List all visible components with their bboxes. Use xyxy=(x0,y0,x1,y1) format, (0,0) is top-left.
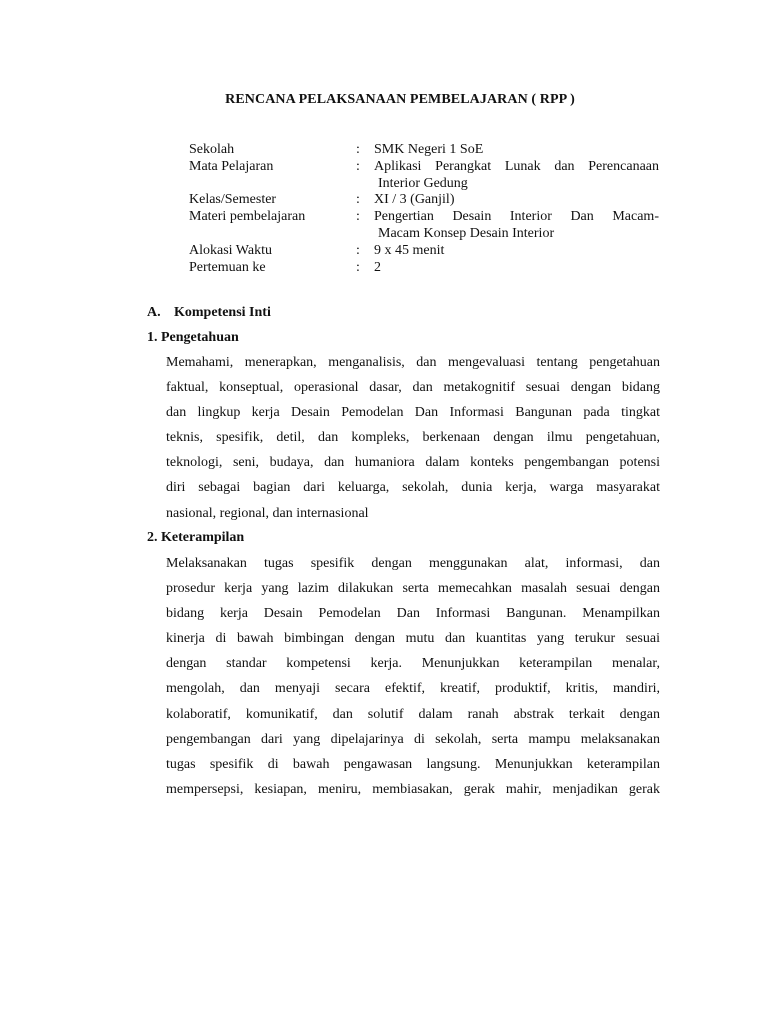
subheading-keterampilan: 2. Keterampilan xyxy=(147,530,245,545)
subheading-pengetahuan: 1. Pengetahuan xyxy=(147,330,239,345)
paragraph-line: bidang kerja Desain Pemodelan Dan Informasi Bangunan. Menampilkan xyxy=(166,606,660,622)
paragraph-line: dengan standar kompetensi kerja. Menunjukkan keterampilan menalar, xyxy=(166,656,660,672)
info-row-mata-pelajaran xyxy=(189,159,659,193)
info-value xyxy=(374,192,659,209)
info-value-line: Interior Gedung xyxy=(378,175,468,191)
paragraph-line: diri sebagai bagian dari keluarga, sekolah, dunia kerja, warga masyarakat xyxy=(166,480,660,496)
info-row-pertemuan xyxy=(189,260,659,277)
info-row-alokasi-waktu xyxy=(189,243,659,260)
info-colon: : xyxy=(356,192,360,208)
info-value-line: Aplikasi Perangkat Lunak dan Perencanaan xyxy=(374,158,659,174)
info-label: Pertemuan ke xyxy=(189,259,266,275)
paragraph-line: tugas spesifik di bawah pengawasan langsung. Menunjukkan keterampilan xyxy=(166,756,660,772)
info-colon: : xyxy=(356,158,360,174)
paragraph-keterampilan xyxy=(166,551,660,802)
info-value xyxy=(374,159,659,193)
info-value-line: SMK Negeri 1 SoE xyxy=(374,142,484,157)
info-label: Alokasi Waktu xyxy=(189,242,272,258)
info-colon: : xyxy=(356,209,360,225)
section-heading-kompetensi-inti xyxy=(147,305,271,321)
info-value xyxy=(374,260,659,277)
paragraph-line: dan lingkup kerja Desain Pemodelan Dan Informasi Bangunan pada tingkat xyxy=(166,405,660,421)
paragraph-line: nasional, regional, dan internasional xyxy=(166,505,369,521)
paragraph-line: mengolah, dan menyaji secara efektif, kreatif, produktif, kritis, mandiri, xyxy=(166,681,660,697)
paragraph-line: Memahami, menerapkan, menganalisis, dan mengevaluasi tentang pengetahuan xyxy=(166,355,660,370)
info-row-sekolah xyxy=(189,142,659,159)
paragraph-line: teknis, spesifik, detil, dan kompleks, berkenaan dengan ilmu pengetahuan, xyxy=(166,430,660,446)
info-colon: : xyxy=(356,259,360,275)
info-value-line: Pengertian Desain Interior Dan Macam- xyxy=(374,209,659,225)
paragraph-line: pengembangan dari yang dipelajarinya di sekolah, serta mampu melaksanakan xyxy=(166,731,660,747)
info-row-materi-pembelajaran xyxy=(189,209,659,243)
paragraph-line: prosedur kerja yang lazim dilakukan serta memecahkan masalah sesuai dengan xyxy=(166,581,660,597)
paragraph-line: faktual, konseptual, operasional dasar, dan metakognitif sesuai dengan bidang xyxy=(166,380,660,396)
info-value xyxy=(374,209,659,243)
info-value-line: 9 x 45 menit xyxy=(374,242,445,258)
document-title: RENCANA PELAKSANAAN PEMBELAJARAN ( RPP ) xyxy=(225,92,575,107)
paragraph-line: kolaboratif, komunikatif, dan solutif dalam ranah abstrak terkait dengan xyxy=(166,706,660,722)
info-colon: : xyxy=(356,142,360,157)
info-table xyxy=(189,142,659,276)
info-value xyxy=(374,243,659,260)
info-label: Mata Pelajaran xyxy=(189,158,274,174)
info-value-line: Macam Konsep Desain Interior xyxy=(378,225,555,241)
info-value-line: 2 xyxy=(374,259,381,275)
info-label: Materi pembelajaran xyxy=(189,209,306,225)
info-label: Kelas/Semester xyxy=(189,192,277,208)
paragraph-line: mempersepsi, kesiapan, meniru, membiasakan, gerak mahir, menjadikan gerak xyxy=(166,781,660,797)
info-label: Sekolah xyxy=(189,142,235,157)
section-number: A. xyxy=(147,305,161,320)
paragraph-line: Melaksanakan tugas spesifik dengan menggunakan alat, informasi, dan xyxy=(166,556,660,571)
section-title: Kompetensi Inti xyxy=(174,305,271,320)
paragraph-line: teknologi, seni, budaya, dan humaniora dalam konteks pengembangan potensi xyxy=(166,455,660,471)
paragraph-line: kinerja di bawah bimbingan dengan mutu dan kuantitas yang terukur sesuai xyxy=(166,631,660,647)
info-value xyxy=(374,142,659,159)
paragraph-pengetahuan xyxy=(166,350,660,526)
info-row-kelas-semester xyxy=(189,192,659,209)
info-colon: : xyxy=(356,242,360,258)
info-value-line: XI / 3 (Ganjil) xyxy=(374,192,455,208)
